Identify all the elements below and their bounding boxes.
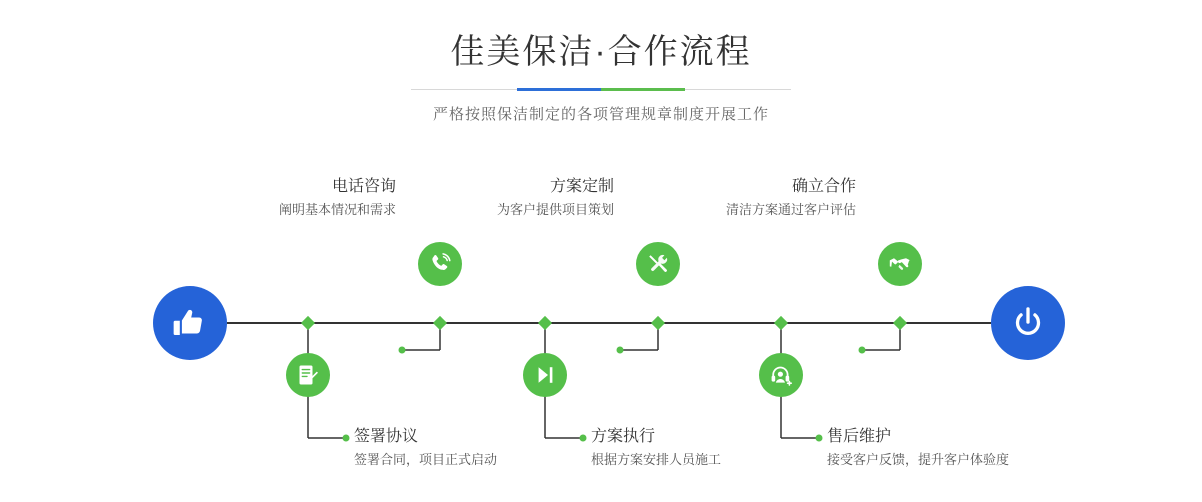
tools-icon	[646, 252, 670, 276]
contract-edit-icon	[296, 363, 320, 387]
step-2-icon	[286, 353, 330, 397]
end-node	[991, 286, 1065, 360]
page-header	[0, 28, 1202, 124]
step-2-desc: 签署合同，项目正式启动	[354, 452, 498, 467]
step-1-label	[250, 176, 396, 220]
step-5-title: 确立合作	[791, 178, 856, 195]
step-3-icon	[636, 242, 680, 286]
divider-accent-blue	[517, 88, 601, 91]
step-3-title: 方案定制	[549, 178, 614, 195]
step-3-label	[460, 176, 614, 220]
step-5-desc: 清洁方案通过客户评估	[725, 202, 856, 217]
step-4-desc: 根据方案安排人员施工	[591, 452, 722, 467]
page-title: 佳美保洁·合作流程	[450, 33, 752, 71]
divider-accent-green	[601, 88, 685, 91]
play-step-icon	[533, 363, 557, 387]
step-1-desc: 阐明基本情况和需求	[278, 202, 396, 217]
step-4-label	[591, 426, 771, 470]
step-5-label	[706, 176, 856, 220]
phone-ring-icon	[428, 252, 452, 276]
headset-support-icon	[769, 363, 793, 387]
power-icon	[1010, 305, 1046, 341]
step-1-icon	[418, 242, 462, 286]
handshake-icon	[888, 252, 912, 276]
step-4-icon	[523, 353, 567, 397]
step-6-label	[827, 426, 1047, 470]
title-divider	[411, 88, 791, 91]
step-2-label	[354, 426, 544, 470]
page-subtitle: 严格按照保洁制定的各项管理规章制度开展工作	[432, 106, 769, 123]
start-node	[153, 286, 227, 360]
thumbs-up-icon	[172, 305, 208, 341]
step-5-icon	[878, 242, 922, 286]
step-6-icon	[759, 353, 803, 397]
step-3-desc: 为客户提供项目策划	[496, 202, 614, 217]
step-6-desc: 接受客户反馈，提升客户体验度	[827, 452, 1010, 467]
step-2-title: 签署协议	[354, 428, 419, 445]
step-6-title: 售后维护	[827, 428, 892, 445]
timeline-diagram	[0, 150, 1202, 502]
step-4-title: 方案执行	[591, 428, 656, 445]
step-1-title: 电话咨询	[331, 178, 396, 195]
